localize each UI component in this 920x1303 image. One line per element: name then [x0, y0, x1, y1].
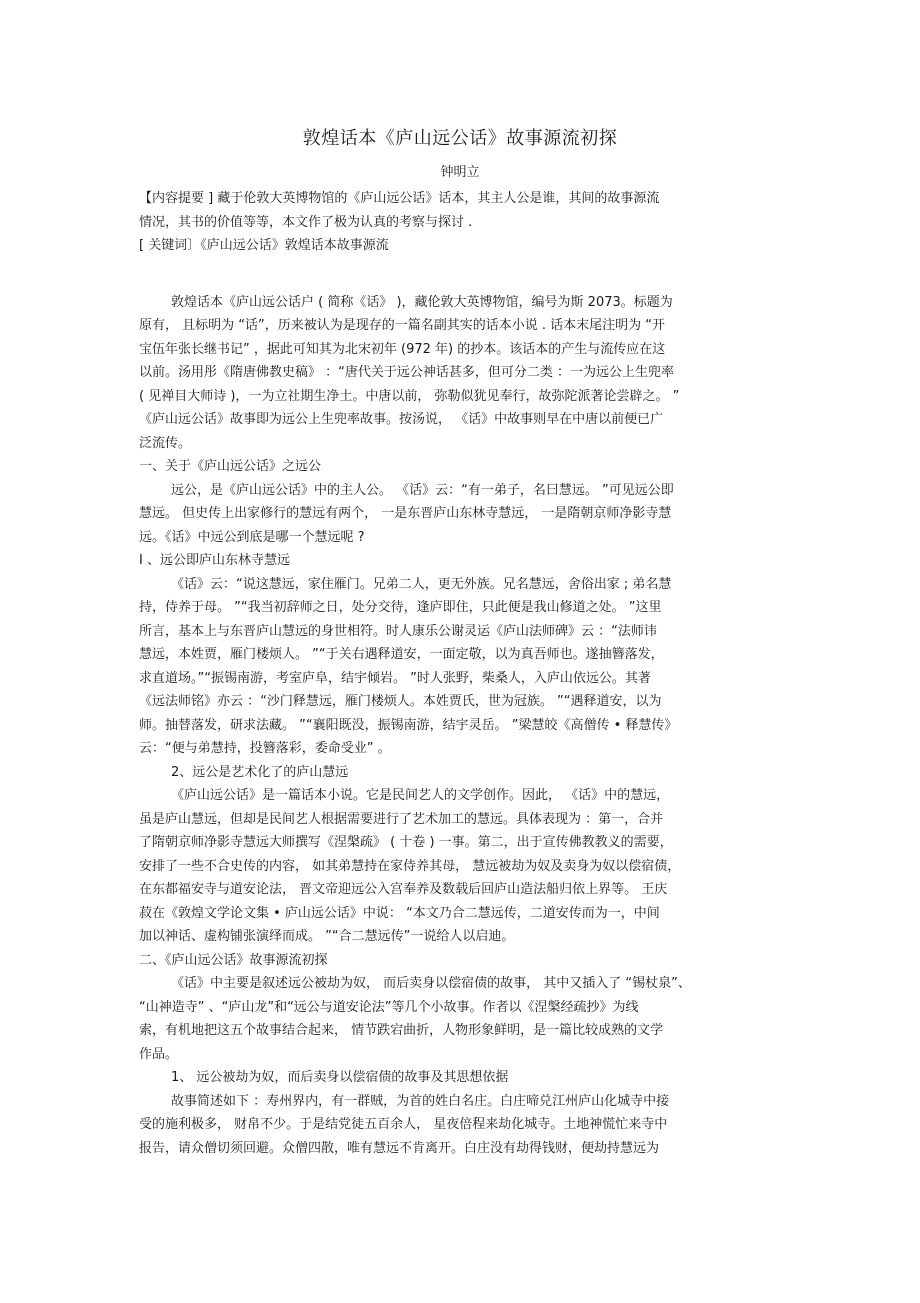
section1-sub1-line: 慧远，本姓贾，雁门楼烦人。 ”“于关右遇释道安，一面定敬，以为真吾师也。遂抽簪落发，	[139, 647, 664, 662]
paper-body	[139, 187, 789, 1160]
section-heading: 二、《庐山远公话》故事源流初探	[139, 952, 328, 968]
intro-line: 敦煌话本《庐山远公话户 ( 简称《话》 )，藏伦敦大英博物馆，编号为斯 2073。标题为	[171, 294, 673, 310]
section1-sub2-line: 安排了一些不合史传的内容， 如其弟慧持在家侍养其母， 慧远被劫为奴及卖身为奴以偿宿债，	[139, 858, 681, 874]
section2-line: 《话》中主要是叙述远公被劫为奴， 而后卖身以偿宿债的故事， 其中又插入了 “锡杖泉”、	[171, 976, 691, 991]
section1-sub1-line: 所言，基本上与东晋庐山慧远的身世相符。时人康乐公谢灵运《庐山法师碑》云 ：“法师讳	[139, 623, 657, 639]
section2-sub1-line: 报告，请众僧切须回避。众僧四散，唯有慧远不肯离开。白庄没有劫得钱财，便劫持慧远为	[139, 1140, 660, 1156]
intro-line: 原有， 且标明为 “话”，历来被认为是现存的一篇名副其实的话本小说 . 话本末尾注明为 “开	[139, 318, 665, 333]
subsection-heading: 2、远公是艺术化了的庐山慧远	[171, 764, 349, 780]
section1-sub1-line: 求直道场。”“振锡南游，考室庐阜，结宇倾岩。 ”时人张野，柴桑人，入庐山依远公。其著	[139, 670, 651, 686]
intro-line: 《庐山远公话》故事即为远公上生兜率故事。按汤说， 《话》中故事则早在中唐以前便已广	[139, 412, 664, 427]
author-name: 钟明立	[440, 165, 480, 180]
section1-sub2-line: 加以神话、虚构铺张演绎而成。 ”“合二慧远传”一说给人以启迪。	[139, 929, 515, 944]
abstract-line: 情况，其书的价值等等，本文作了极为认真的考察与探讨 .	[139, 214, 473, 230]
section1-sub1-line: 《话》云：“说这慧远，家住雁门。兄弟二人，更无外族。兄名慧远，舍俗出家 ; 弟名慧	[171, 576, 672, 592]
section2-line: “山神造寺” 、“庐山龙”和“远公与道安论法”等几个小故事。作者以《涅槃经疏抄》为线	[139, 999, 639, 1015]
intro-line: 宝伍年张长继书记” ，据此可知其为北宋初年 (972 年) 的抄本。该话本的产生与流传应在这	[139, 341, 666, 357]
section2-line: 索，有机地把这五个故事结合起来， 情节跌宕曲折，人物形象鲜明，是一篇比较成熟的文学	[139, 1023, 664, 1038]
paper-title: 敦煌话本《庐山远公话》故事源流初探	[302, 128, 618, 149]
section2-line: 作品。	[139, 1046, 179, 1062]
subsection-heading: 1、 远公被劫为奴，而后卖身以偿宿债的故事及其思想依据	[171, 1070, 509, 1085]
keywords-line: [ 关键词〕《庐山远公话》敦煌话本故事源流	[139, 238, 389, 253]
section-heading: 一、关于《庐山远公话》之远公	[139, 459, 322, 474]
intro-line: ( 见禅目大师诗 )，一为立社期生净土。中唐以前， 弥勒似犹见奉行，故弥陀派著论尝辟之。 ”	[139, 388, 680, 404]
section1-line: 远公，是《庐山远公话》中的主人公。 《话》云：“有一弟子，名曰慧远。 ”可见远公即	[171, 482, 674, 498]
intro-line: 泛流传。	[139, 435, 192, 451]
section1-sub2-line: 在东都福安寺与道安论法， 晋文帝迎远公入宫奉养及数载后回庐山造法船归依上界等。 王庆	[139, 882, 668, 897]
section1-sub1-line: 持，侍养于母。 ”“我当初辞师之日，处分交待，逢庐即住，只此便是我山修道之处。 ”这里	[139, 600, 662, 615]
section1-sub2-line: 菽在《敦煌文学论文集 • 庐山远公话》中说： “本文乃合二慧远传，二道安传而为一，中间	[139, 905, 660, 921]
section1-sub1-line: 《远法师铭》亦云 ：“沙门释慧远，雁门楼烦人。本姓贾氏，世为冠族。 ”“遇释道安，以为	[139, 694, 662, 709]
section2-sub1-line: 受的施利极多， 财帛不少。于是结党徒五百余人， 星夜倍程来劫化城寺。土地神慌忙来寺中	[139, 1117, 668, 1132]
abstract-line: 【内容提要 ] 藏于伦敦大英博物馆的《庐山远公话》话本，其主人公是谁，其间的故事源流	[139, 191, 660, 206]
section1-sub2-line: 《庐山远公话》是一篇话本小说。它是民间艺人的文学创作。因此， 《话》中的慧远，	[171, 788, 670, 803]
section1-sub1-line: 云：“便与弟慧持，投簪落彩，委命受业” 。	[139, 741, 391, 756]
section2-sub1-line: 故事简述如下 ：寿州界内，有一群贼，为首的姓白名庄。白庄啼兑江州庐山化城寺中接	[171, 1093, 670, 1109]
subsection-heading: I 、远公即庐山东林寺慧远	[139, 553, 290, 568]
section1-sub1-line: 师。抽替落发，研求法藏。 ”“襄阳既没，振锡南游，结宇灵岳。 ”梁慧皎《高僧传 • 释慧传》	[139, 717, 678, 733]
section1-sub2-line: 了隋朝京师净影寺慧远大师撰写《涅槃疏》 ( 十卷 ) 一事。第二，出于宣传佛教教义的需要，	[139, 835, 673, 850]
section1-line: 慧远。 但史传上出家修行的慧远有两个， 一是东晋庐山东林寺慧远， 一是隋朝京师净影寺慧	[139, 506, 672, 521]
section1-sub2-line: 虽是庐山慧远，但却是民间艺人根据需要进行了艺术加工的慧远。具体表现为 ：第一，合并	[139, 811, 664, 827]
intro-line: 以前。汤用彤《隋唐佛教史稿》 ：“唐代关于远公神话甚多，但可分二类 ：一为远公上生兜率	[139, 365, 675, 380]
section1-line: 远。《话》中远公到底是哪一个慧远呢 ?	[139, 529, 365, 545]
paragraph-gap	[139, 258, 789, 291]
